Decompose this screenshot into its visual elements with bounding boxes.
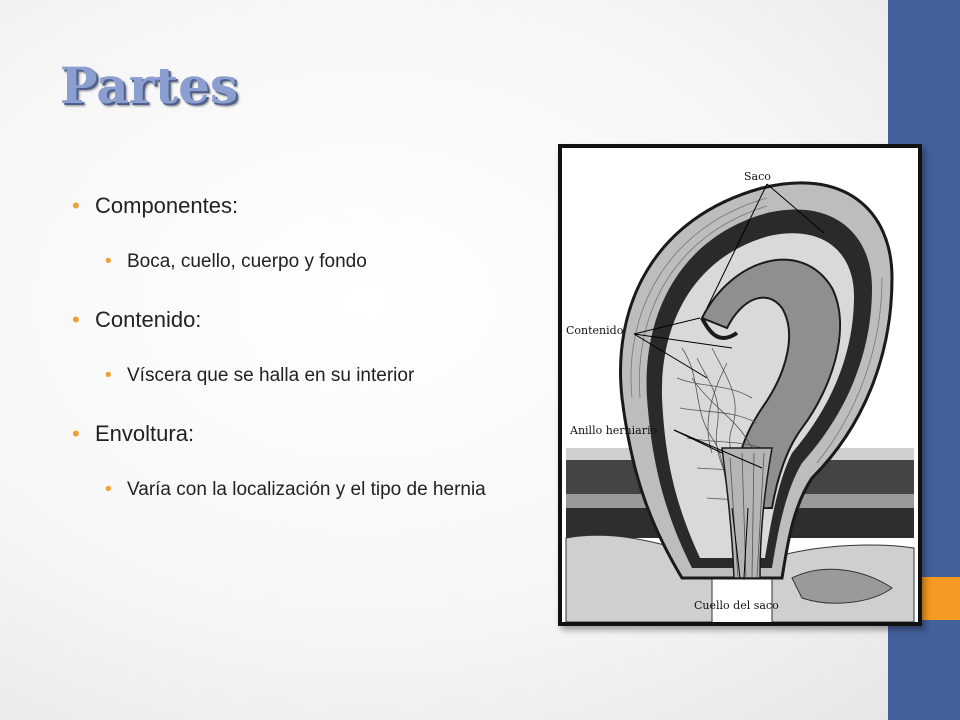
sub-bullet-envoltura: • Varía con la localización y el tipo de hernia [72, 472, 547, 508]
hernia-drawing [562, 148, 918, 622]
sub-bullet-contenido: • Víscera que se halla en su interior [72, 358, 547, 394]
label-saco: Saco [744, 170, 771, 183]
bullet-envoltura: • Envoltura: [72, 416, 532, 452]
hernia-illustration [558, 144, 922, 626]
label-cuello-del-saco: Cuello del saco [694, 599, 779, 612]
bullet-list [72, 188, 532, 530]
label-contenido: Contenido [566, 324, 624, 337]
bullet-contenido: • Contenido: [72, 302, 532, 338]
label-anillo-herniario: Anillo herniario [570, 424, 658, 437]
sub-bullet-componentes: • Boca, cuello, cuerpo y fondo [72, 244, 547, 280]
slide-title: Partes [60, 56, 239, 115]
bullet-componentes: • Componentes: [72, 188, 532, 224]
